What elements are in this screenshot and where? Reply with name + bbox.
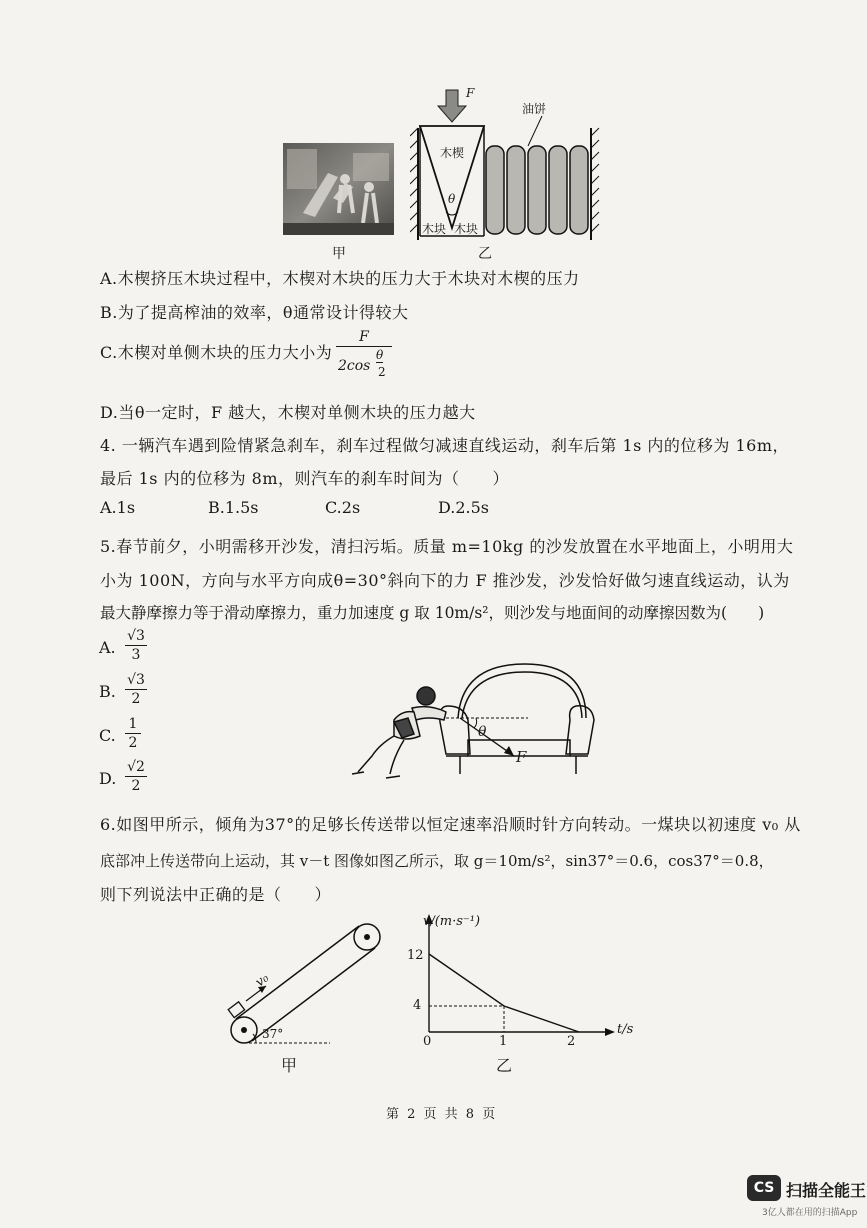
q6-stem-line3: 则下列说法中正确的是（ ） (100, 885, 332, 904)
q4-option-c: C.2s (325, 498, 361, 517)
q5-option-c-label: C. (99, 726, 116, 745)
q4-stem-line2: 最后 1s 内的位移为 8m，则汽车的刹车时间为（ ） (100, 469, 510, 488)
q3-photo-drawing (283, 143, 394, 235)
q5-option-d-label: D. (99, 769, 117, 788)
q5-option-a-denominator: 3 (131, 647, 141, 663)
q6-graph-xlabel: t/s (617, 1022, 634, 1037)
q6-graph-vt-line (429, 954, 579, 1032)
q6-vt-graph-svg (405, 912, 635, 1052)
q5-option-d-denominator: 2 (131, 778, 141, 794)
q5-option-b-fraction (125, 672, 147, 707)
q3-option-b: B.为了提高榨油的效率，θ通常设计得较大 (100, 303, 409, 322)
q3-option-c-den-two: 2 (378, 365, 386, 379)
q6-conveyor-figure (222, 915, 392, 1050)
q3-photo (283, 143, 394, 235)
q3-option-c-fraction (336, 329, 392, 384)
q5-option-c-fraction (125, 716, 141, 751)
q4-option-d: D.2.5s (438, 498, 489, 517)
q5-sofa-figure (350, 660, 600, 786)
q3-option-c-den-theta: θ (376, 348, 384, 362)
q4-stem-line1: 4. 一辆汽车遇到险情紧急刹车，刹车过程做匀减速直线运动，刹车后第 1s 内的位移为 16m， (100, 436, 790, 455)
q6-conveyor-drawing (222, 915, 392, 1050)
camscanner-subtitle: 3亿人都在用的扫描App (762, 1208, 858, 1218)
q5-option-c-denominator: 2 (128, 735, 138, 751)
q5-option-c-numerator: 1 (128, 716, 138, 732)
page-footer: 第 2 页 共 8 页 (386, 1107, 498, 1122)
q3-option-c-den-pre: 2cos (338, 358, 371, 374)
q3-fig-left-caption: 甲 (332, 246, 346, 262)
q6-stem-line1: 6.如图甲所示，倾角为37°的足够长传送带以恒定速率沿顺时针方向转动。一煤块以初速度 v₀ 从 (100, 815, 801, 834)
q5-option-d-numerator: √2 (127, 759, 145, 775)
q6-graph-xtick-0: 0 (423, 1034, 432, 1049)
q3-press-drawing (410, 88, 600, 240)
q6-fig-right-caption: 乙 (496, 1056, 513, 1075)
q6-fig-left-caption: 甲 (281, 1056, 298, 1075)
q6-graph-ytick-12: 12 (407, 948, 424, 963)
q3-option-a: A.木楔挤压木块过程中，木楔对木块的压力大于木块对木楔的压力 (100, 269, 580, 288)
q5-fig-theta: θ (478, 724, 487, 740)
q3-fig-right-caption: 乙 (478, 246, 492, 262)
q3-label-block-left: 木块 (422, 222, 447, 236)
camscanner-name: 扫描全能王 (786, 1181, 867, 1200)
q4-option-a: A.1s (100, 498, 136, 517)
q6-vt-graph (405, 912, 635, 1052)
q5-fig-F: F (516, 748, 527, 766)
q5-option-d-fraction (125, 759, 147, 794)
q4-option-b: B.1.5s (208, 498, 259, 517)
q3-label-oil: 油饼 (522, 102, 547, 116)
q6-graph-ylabel: v/(m·s⁻¹) (423, 914, 481, 929)
q3-label-theta: θ (448, 192, 456, 206)
q5-stem-line1: 5.春节前夕，小明需移开沙发，清扫污垢。质量 m=10kg 的沙发放置在水平地面上，小明用大 (100, 537, 794, 556)
q3-option-c-text: C.木楔对单侧木块的压力大小为 (100, 343, 333, 362)
q5-sofa-drawing (350, 660, 600, 786)
q3-option-c-numerator: F (359, 329, 369, 345)
q5-option-a-fraction (125, 628, 147, 663)
q5-stem-line3: 最大静摩擦力等于滑动摩擦力，重力加速度 g 取 10m/s²，则沙发与地面间的动摩擦因数为( ) (100, 604, 765, 622)
q3-label-block-right: 木块 (454, 222, 479, 236)
q3-label-wedge: 木楔 (440, 146, 465, 160)
q6-graph-ytick-4: 4 (413, 998, 422, 1013)
q5-option-a-numerator: √3 (127, 628, 145, 644)
q5-option-b-denominator: 2 (131, 691, 141, 707)
camscanner-logo-icon: CS (747, 1175, 781, 1201)
q6-graph-xtick-2: 2 (567, 1034, 576, 1049)
q5-option-a-label: A. (99, 638, 116, 657)
q3-option-d: D.当θ一定时，F 越大，木楔对单侧木块的压力越大 (100, 403, 476, 422)
q5-option-b-label: B. (99, 682, 116, 701)
q5-option-b-numerator: √3 (127, 672, 145, 688)
q5-stem-line2: 小为 100N，方向与水平方向成θ=30°斜向下的力 F 推沙发，沙发恰好做匀速直线运动，认为 (100, 571, 790, 590)
q6-fig-v0: v₀ (252, 970, 272, 991)
q3-press-diagram (410, 88, 600, 240)
q6-fig-angle: 37° (262, 1027, 284, 1041)
q6-stem-line2: 底部冲上传送带向上运动，其 v－t 图像如图乙所示，取 g＝10m/s²，sin37°＝0.6，cos37°＝0.8， (100, 852, 774, 870)
q6-graph-xtick-1: 1 (499, 1034, 508, 1049)
q3-label-F: F (466, 86, 475, 100)
